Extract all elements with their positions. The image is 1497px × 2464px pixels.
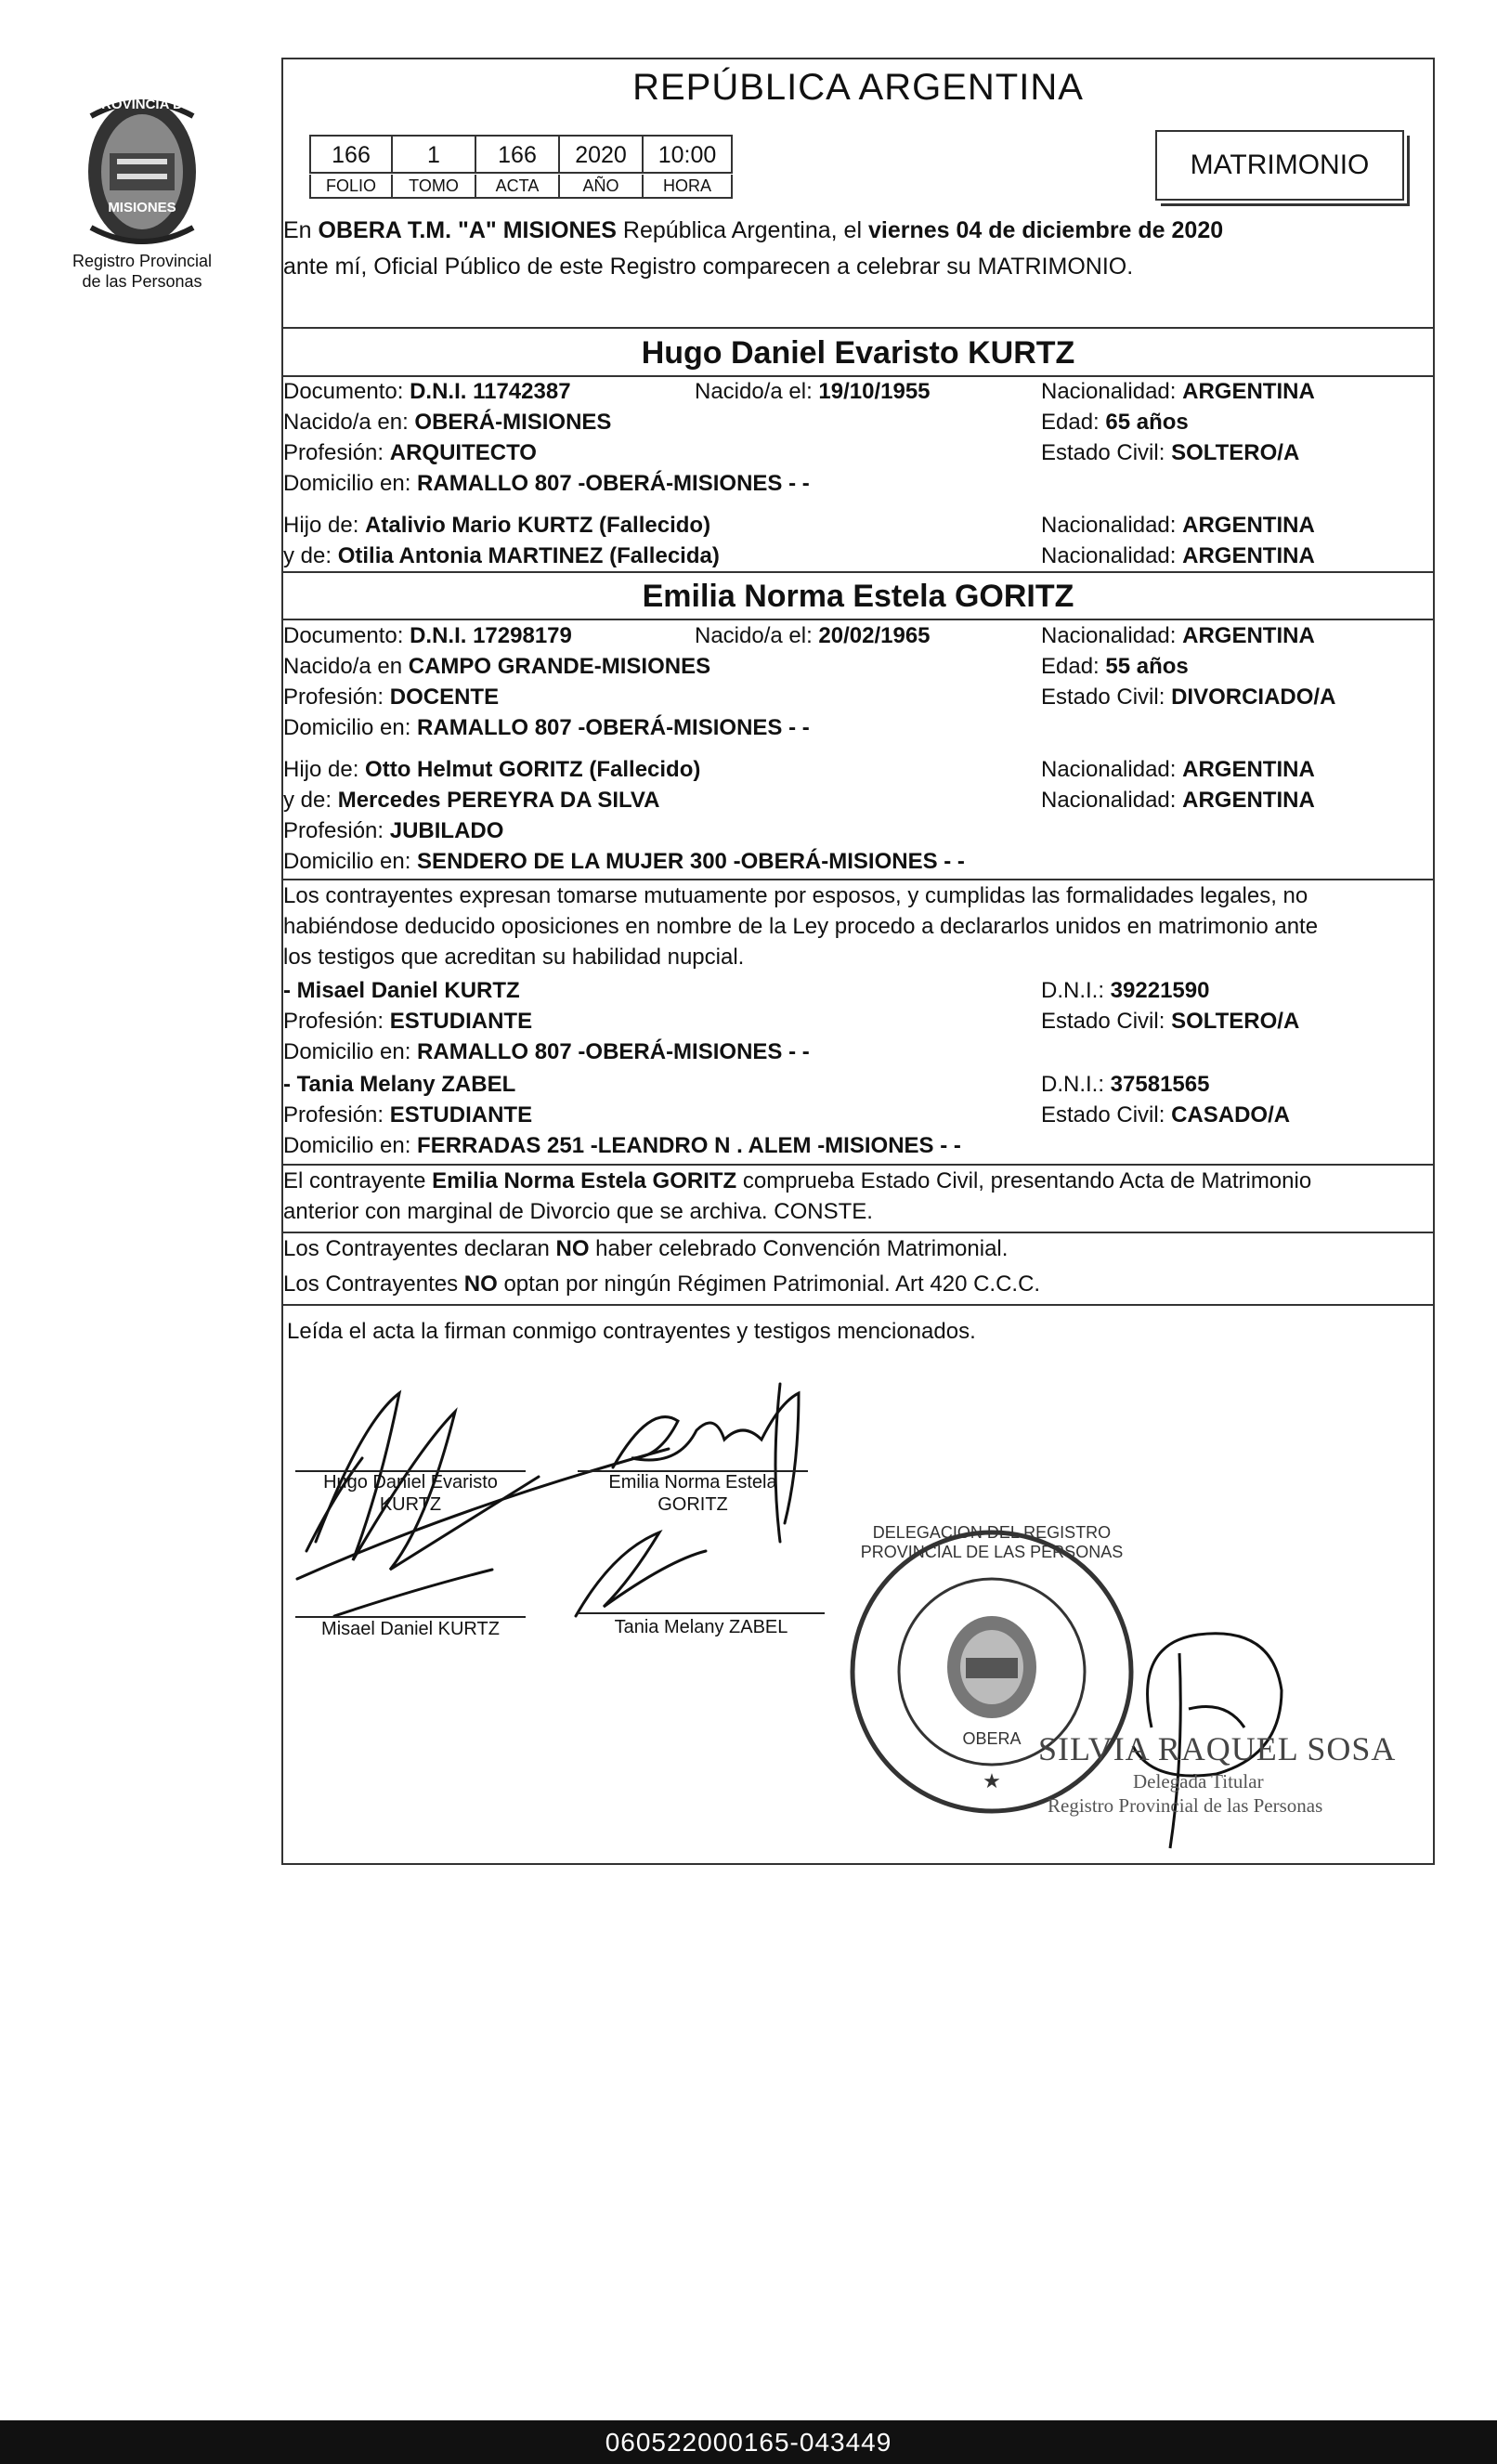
convention-line-1: Los Contrayentes declaran NO haber celebrado Convención Matrimonial. <box>283 1236 1009 1261</box>
tomo-label: TOMO <box>391 175 476 199</box>
stamp-city: OBERA <box>962 1729 1022 1748</box>
intro-date: viernes 04 de diciembre de 2020 <box>867 217 1224 243</box>
witness-1-dni: D.N.I.: 39221590 <box>1041 978 1210 1003</box>
official-name: SILVIA RAQUEL SOSA <box>1038 1730 1397 1767</box>
divider <box>281 1164 1435 1166</box>
bride-nationality: Nacionalidad: ARGENTINA <box>1041 623 1315 648</box>
divider <box>281 375 1435 377</box>
declaration-line-1: Los contrayentes expresan tomarse mutuamente por esposos, y cumplidas las formalidades legales, no <box>283 883 1308 908</box>
witness-2-signature-name: Tania Melany ZABEL <box>614 1617 788 1637</box>
tomo-value: 1 <box>391 135 476 174</box>
year-label: AÑO <box>558 175 644 199</box>
groom-birth-date: Nacido/a el: 19/10/1955 <box>695 379 931 404</box>
bride-father-nationality: Nacionalidad: ARGENTINA <box>1041 757 1315 782</box>
groom-mother: y de: Otilia Antonia MARTINEZ (Fallecida) <box>283 543 720 568</box>
closing-statement: Leída el acta la firman conmigo contrayentes y testigos mencionados. <box>287 1319 976 1344</box>
intro-country: República Argentina, el <box>616 217 868 243</box>
witness-1-name: - Misael Daniel KURTZ <box>283 978 520 1003</box>
declaration-line-3: los testigos que acreditan su habilidad nupcial. <box>283 945 745 970</box>
groom-age: Edad: 65 años <box>1041 410 1189 435</box>
official-title: Delegada Titular <box>1133 1770 1264 1793</box>
bride-age: Edad: 55 años <box>1041 654 1189 679</box>
divider <box>281 879 1435 880</box>
groom-mother-nationality: Nacionalidad: ARGENTINA <box>1041 543 1315 568</box>
bride-mother-address: Domicilio en: SENDERO DE LA MUJER 300 -OBERÁ-MISIONES - - <box>283 849 965 874</box>
official-office: Registro Provincial de las Personas <box>1048 1794 1323 1817</box>
groom-nationality: Nacionalidad: ARGENTINA <box>1041 379 1315 404</box>
acta-label: ACTA <box>475 175 560 199</box>
bride-name: Emilia Norma Estela GORITZ <box>642 579 1074 614</box>
hour-value: 10:00 <box>642 135 733 174</box>
groom-document: Documento: D.N.I. 11742387 <box>283 379 571 404</box>
bride-document: Documento: D.N.I. 17298179 <box>283 623 572 648</box>
groom-address: Domicilio en: RAMALLO 807 -OBERÁ-MISIONES - - <box>283 471 810 496</box>
witness-2-civil-status: Estado Civil: CASADO/A <box>1041 1102 1291 1128</box>
folio-value: 166 <box>309 135 393 174</box>
hour-label: HORA <box>642 175 733 199</box>
seal-text-top: PROVINCIA DE <box>92 97 192 112</box>
witness-2-dni: D.N.I.: 37581565 <box>1041 1072 1210 1097</box>
civil-proof-line-1: El contrayente Emilia Norma Estela GORITZ comprueba Estado Civil, presentando Acta de Matrimonio <box>283 1168 1312 1193</box>
bride-signature-name: Emilia Norma Estela GORITZ <box>608 1472 777 1515</box>
bride-profession: Profesión: DOCENTE <box>283 684 500 710</box>
witness-1-address: Domicilio en: RAMALLO 807 -OBERÁ-MISIONES - - <box>283 1039 810 1064</box>
divider <box>281 1232 1435 1233</box>
bride-birth-date: Nacido/a el: 20/02/1965 <box>695 623 931 648</box>
witness-2-address: Domicilio en: FERRADAS 251 -LEANDRO N . ALEM -MISIONES - - <box>283 1133 961 1158</box>
folio-label: FOLIO <box>309 175 393 199</box>
year-value: 2020 <box>558 135 644 174</box>
groom-father-nationality: Nacionalidad: ARGENTINA <box>1041 513 1315 538</box>
bride-mother: y de: Mercedes PEREYRA DA SILVA <box>283 788 660 813</box>
intro-place: OBERA T.M. "A" MISIONES <box>318 217 617 243</box>
witness-2-profession: Profesión: ESTUDIANTE <box>283 1102 533 1128</box>
witness-1-civil-status: Estado Civil: SOLTERO/A <box>1041 1009 1300 1034</box>
groom-profession: Profesión: ARQUITECTO <box>283 440 537 465</box>
witness-1-signature-name: Misael Daniel KURTZ <box>321 1619 500 1639</box>
groom-signature-name: Hugo Daniel Evaristo KURTZ <box>323 1472 498 1515</box>
groom-civil-status: Estado Civil: SOLTERO/A <box>1041 440 1300 465</box>
registry-caption-line2: de las Personas <box>82 272 202 291</box>
bride-address: Domicilio en: RAMALLO 807 -OBERÁ-MISIONES - - <box>283 715 810 740</box>
groom-name: Hugo Daniel Evaristo KURTZ <box>641 335 1075 371</box>
bride-civil-status: Estado Civil: DIVORCIADO/A <box>1041 684 1336 710</box>
intro-line-2: ante mí, Oficial Público de este Registro comparecen a celebrar su MATRIMONIO. <box>283 254 1134 280</box>
witness-1-profession: Profesión: ESTUDIANTE <box>283 1009 533 1034</box>
groom-father: Hijo de: Atalivio Mario KURTZ (Fallecido) <box>283 513 711 538</box>
declaration-line-2: habiéndose deducido oposiciones en nombre de la Ley procedo a declararlos unidos en matrimonio ante <box>283 914 1319 939</box>
bride-mother-profession: Profesión: JUBILADO <box>283 818 504 843</box>
divider <box>281 327 1435 329</box>
convention-line-2: Los Contrayentes NO optan por ningún Régimen Patrimonial. Art 420 C.C.C. <box>283 1271 1041 1297</box>
witness-2-name: - Tania Melany ZABEL <box>283 1072 516 1097</box>
bride-father: Hijo de: Otto Helmut GORITZ (Fallecido) <box>283 757 701 782</box>
intro-prefix: En <box>283 217 319 243</box>
divider <box>281 571 1435 573</box>
groom-birth-place: Nacido/a en: OBERÁ-MISIONES <box>283 410 612 435</box>
seal-text-bottom: MISIONES <box>108 200 176 215</box>
divider <box>281 619 1435 620</box>
certificate-type-box: MATRIMONIO <box>1155 130 1404 201</box>
witness-2-signature-line <box>578 1612 825 1614</box>
stamp-ring-text: DELEGACION DEL REGISTRO PROVINCIAL DE LAS PERSONAS <box>860 1523 1124 1561</box>
document-title: REPÚBLICA ARGENTINA <box>632 67 1084 108</box>
svg-text:★: ★ <box>983 1770 1001 1793</box>
bride-mother-nationality: Nacionalidad: ARGENTINA <box>1041 788 1315 813</box>
bride-birth-place: Nacido/a en CAMPO GRANDE-MISIONES <box>283 654 711 679</box>
document-barcode-number: 060522000165-043449 <box>0 2420 1497 2464</box>
registry-caption-line1: Registro Provincial <box>72 252 213 270</box>
civil-proof-line-2: anterior con marginal de Divorcio que se archiva. CONSTE. <box>283 1199 873 1224</box>
divider <box>281 1304 1435 1306</box>
intro-line-1 <box>283 216 1223 244</box>
province-seal-icon <box>72 88 212 255</box>
acta-value: 166 <box>475 135 560 174</box>
